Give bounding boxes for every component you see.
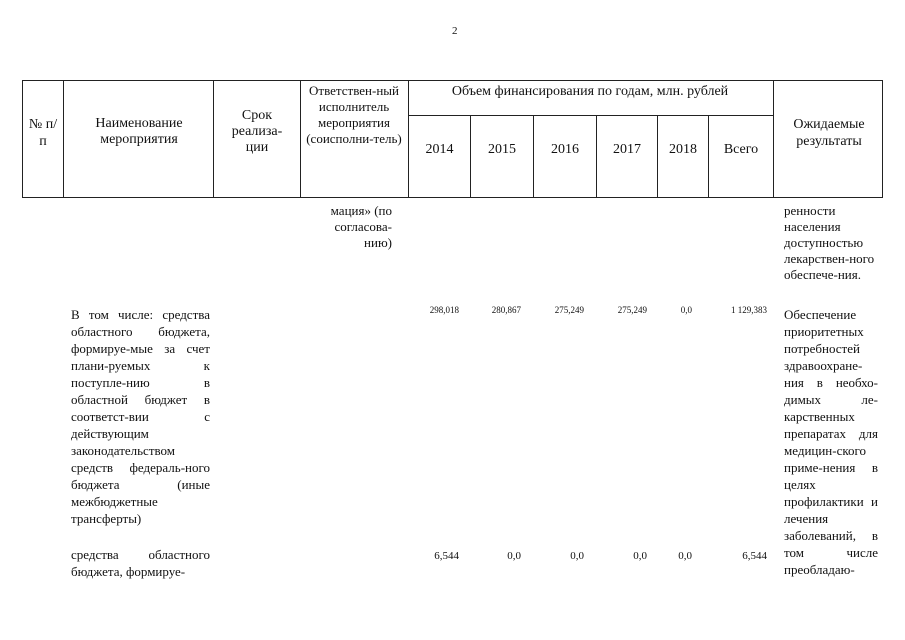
row-2-name: средства областного бюджета, формируе- [71, 547, 210, 579]
row-1-value-2016: 275,249 [554, 305, 584, 315]
row-2-value-2014: 6,544 [434, 550, 459, 562]
header-year-total: Всего [723, 142, 759, 157]
row-2-value-total: 6,544 [742, 550, 767, 562]
row-1-name: В том числе: средства областного бюджета, формируе-мые за счет плани-руемых к поступле-нию в областной бюджет в соответст-вии с действующим законодательством средств федераль-ного бюджета (иные межбюджетные трансферты) [71, 307, 210, 526]
header-year-2018: 2018 [669, 142, 697, 157]
page-number: 2 [452, 25, 458, 37]
header-col-term: Срок реализа-ции [231, 108, 283, 155]
header-col-financing: Объем финансирования по годам, млн. рублей [451, 84, 729, 99]
continuation-responsible: мация» (по согласова-нию) [330, 203, 392, 250]
header-year-2016: 2016 [551, 142, 579, 157]
row-1-value-2015: 280,867 [491, 305, 521, 315]
header-year-2014: 2014 [425, 142, 454, 157]
divider [408, 115, 773, 116]
header-year-2017: 2017 [613, 142, 641, 157]
continuation-results: ренности населения доступностью лекарствен-ного обеспече-ния. [784, 203, 875, 282]
row-1-value-total: 1 129,383 [731, 305, 767, 315]
row-2-value-2015: 0,0 [507, 550, 521, 562]
header-col-name: Наименование мероприятия [95, 116, 183, 147]
header-col-number: № п/п [28, 117, 58, 149]
row-1-value-2018: 0,0 [680, 305, 692, 315]
divider [300, 80, 301, 198]
header-col-responsible: Ответствен-ный исполнитель мероприятия (соисполни-тель) [306, 83, 402, 146]
divider [773, 80, 774, 198]
divider [408, 80, 409, 198]
row-1-results: Обеспечение приоритетных потребностей здравоохране-ния в необхо-димых ле-карственных препаратах для медицин-ского приме-нения в целях профилактики и лечения заболеваний, в том числе преобладаю- [784, 307, 878, 577]
header-col-results: Ожидаемые результаты [793, 117, 865, 149]
row-1-value-2017: 275,249 [617, 305, 647, 315]
row-1-value-2014: 298,018 [429, 305, 459, 315]
divider [213, 80, 214, 198]
row-2-value-2018: 0,0 [678, 550, 692, 562]
header-year-2015: 2015 [488, 142, 516, 157]
divider [63, 80, 64, 198]
row-2-value-2017: 0,0 [633, 550, 647, 562]
row-2-value-2016: 0,0 [570, 550, 584, 562]
